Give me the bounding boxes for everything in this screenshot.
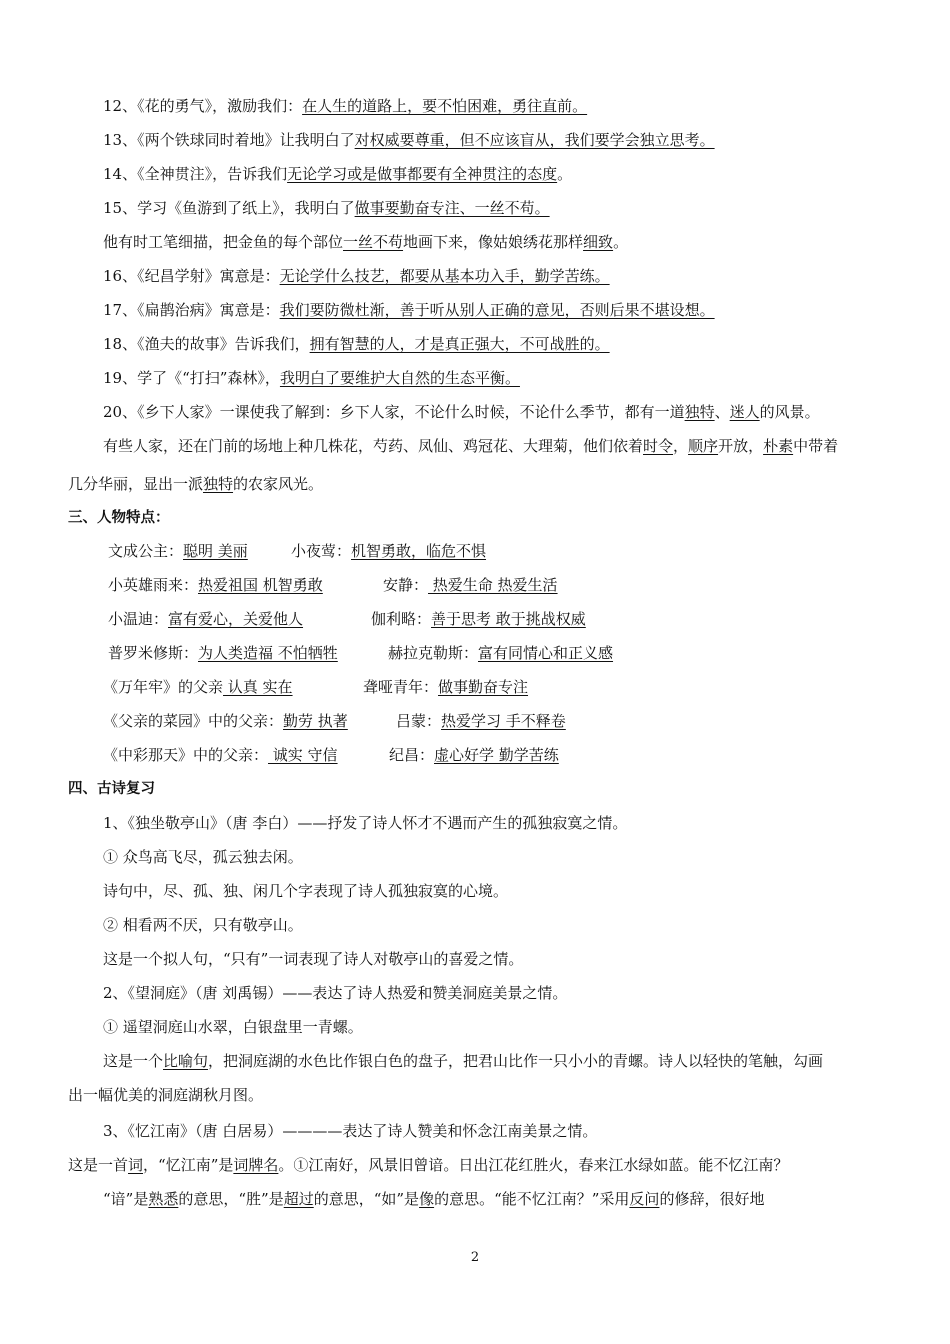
text: 地画下来，像姑娘绣花那样 — [403, 233, 584, 251]
item-17-answer: 我们要防微杜渐，善于听从别人正确的意见，否则后果不堪设想。 — [279, 301, 715, 319]
character-trait: 热爱学习 手不释卷 — [441, 712, 566, 730]
item-17-prefix: 17、《扁鹊治病》寓意是： — [103, 301, 280, 319]
text: 几分华丽，显出一派 — [68, 475, 204, 493]
keyword: 词牌名 — [233, 1156, 279, 1174]
character-name: 安静： — [383, 576, 429, 594]
character-name: 《万年牢》的父亲 — [103, 678, 224, 696]
character-row — [108, 643, 338, 663]
character-trait: 富有同情心和正义感 — [478, 644, 614, 662]
character-trait: 善于思考 敢于挑战权威 — [431, 610, 586, 628]
poem-1-note-2: 这是一个拟人句，“只有”一词表现了诗人对敬亭山的喜爱之情。 — [103, 950, 524, 968]
character-name: 纪昌： — [389, 746, 435, 764]
section-heading-poems: 四、古诗复习 — [68, 781, 155, 797]
character-trait: 勤劳 执著 — [283, 712, 348, 730]
section-heading-characters: 三、人物特点： — [68, 510, 170, 526]
item-14-prefix: 14、《全神贯注》，告诉我们 — [103, 165, 288, 183]
poem-3-title: 3、《忆江南》（唐 白居易）————表达了诗人赞美和怀念江南美景之情。 — [103, 1122, 598, 1140]
character-row — [389, 745, 559, 765]
character-row — [103, 711, 348, 731]
keyword: 独特 — [684, 403, 715, 421]
character-trait: 诚实 守信 — [268, 746, 338, 764]
text: 。①江南好，风景旧曾谙。日出江花红胜火，春来江水绿如蓝。能不忆江南？ — [278, 1156, 789, 1174]
character-row — [103, 677, 293, 697]
character-row — [103, 745, 338, 765]
item-15 — [103, 198, 550, 218]
keyword: 独特 — [203, 475, 234, 493]
page-number: 2 — [470, 1250, 480, 1265]
text: 、 — [714, 403, 730, 421]
item-19-prefix: 19、学了《“打扫”森林》， — [103, 369, 280, 387]
item-20-detail-cont — [68, 474, 323, 494]
keyword: 像 — [419, 1190, 435, 1208]
character-trait: 虚心好学 勤学苦练 — [434, 746, 559, 764]
keyword: 朴素 — [763, 437, 794, 455]
text: ，“忆江南”是 — [143, 1156, 234, 1174]
text: 的农家风光。 — [233, 475, 324, 493]
item-13-prefix: 13、《两个铁球同时着地》让我明白了 — [103, 131, 355, 149]
item-13 — [103, 130, 715, 150]
character-trait: 做事勤奋专注 — [438, 678, 529, 696]
item-14-end: 。 — [557, 165, 573, 183]
item-20-detail — [103, 436, 838, 456]
poem-1-title: 1、《独坐敬亭山》（唐 李白）——抒发了诗人怀才不遇而产生的孤独寂寞之情。 — [103, 814, 628, 832]
text: 。 — [613, 233, 629, 251]
poem-2-title: 2、《望洞庭》（唐 刘禹锡）——表达了诗人热爱和赞美洞庭美景之情。 — [103, 984, 568, 1002]
character-row — [371, 609, 586, 629]
character-trait: 为人类造福 不怕牺牲 — [198, 644, 338, 662]
item-16 — [103, 266, 610, 286]
keyword: 时令 — [643, 437, 674, 455]
item-18 — [103, 334, 610, 354]
poem-3-note — [103, 1189, 764, 1209]
character-row — [396, 711, 566, 731]
item-15-answer: 做事要勤奋专注、一丝不苟。 — [354, 199, 550, 217]
item-15-prefix: 15、学习《鱼游到了纸上》，我明白了 — [103, 199, 355, 217]
item-19 — [103, 368, 520, 388]
item-12-prefix: 12、《花的勇气》，激励我们： — [103, 97, 303, 115]
character-trait: 机智勇敢，临危不惧 — [351, 542, 487, 560]
item-16-prefix: 16、《纪昌学射》寓意是： — [103, 267, 280, 285]
character-trait: 热爱祖国 机智勇敢 — [198, 576, 323, 594]
text: 这是一个 — [103, 1052, 164, 1070]
character-row — [388, 643, 613, 663]
text: 20、《乡下人家》一课使我了解到：乡下人家，不论什么时候，不论什么季节，都有一道 — [103, 403, 685, 421]
character-trait: 认真 实在 — [223, 678, 293, 696]
item-17 — [103, 300, 715, 320]
character-row — [291, 541, 486, 561]
character-name: 《中彩那天》中的父亲： — [103, 746, 269, 764]
item-20 — [103, 402, 820, 422]
text: ，把洞庭湖的水色比作银白色的盘子，把君山比作一只小小的青螺。诗人以轻快的笔触，勾画 — [208, 1052, 824, 1070]
keyword: 迷人 — [729, 403, 760, 421]
poem-1-line-2: ② 相看两不厌，只有敬亭山。 — [103, 916, 303, 934]
character-row — [363, 677, 528, 697]
character-row — [108, 609, 303, 629]
text: 的意思，“如”是 — [313, 1190, 420, 1208]
keyword: 比喻句 — [163, 1052, 209, 1070]
text: 这是一首 — [68, 1156, 129, 1174]
item-14-answer: 无论学习或是做事都要有全神贯注的态度 — [287, 165, 558, 183]
character-trait: 聪明 美丽 — [183, 542, 248, 560]
item-18-prefix: 18、《渔夫的故事》告诉我们， — [103, 335, 310, 353]
character-name: 《父亲的菜园》中的父亲： — [103, 712, 284, 730]
keyword: 细致 — [583, 233, 614, 251]
character-trait: 热爱生命 热爱生活 — [428, 576, 558, 594]
character-trait: 富有爱心，关爱他人 — [168, 610, 304, 628]
character-row — [108, 575, 323, 595]
poem-1-line-1: ① 众鸟高飞尽，孤云独去闲。 — [103, 848, 303, 866]
text: 的意思，“胜”是 — [178, 1190, 284, 1208]
character-name: 吕蒙： — [396, 712, 442, 730]
keyword: 熟悉 — [148, 1190, 179, 1208]
character-name: 普罗米修斯： — [108, 644, 199, 662]
character-row — [383, 575, 558, 595]
text: 的意思。“能不忆江南？”采用 — [434, 1190, 630, 1208]
character-name: 伽利略： — [371, 610, 432, 628]
text: 中带着 — [793, 437, 839, 455]
character-name: 赫拉克勒斯： — [388, 644, 479, 662]
item-19-answer: 我明白了要维护大自然的生态平衡。 — [279, 369, 520, 387]
keyword: 超过 — [283, 1190, 314, 1208]
poem-2-note — [103, 1051, 823, 1071]
poem-2-note-cont: 出一幅优美的洞庭湖秋月图。 — [68, 1086, 264, 1104]
character-name: 小温迪： — [108, 610, 169, 628]
character-name: 小英雄雨来： — [108, 576, 199, 594]
keyword: 一丝不苟 — [343, 233, 404, 251]
keyword: 反问 — [629, 1190, 660, 1208]
keyword: 顺序 — [688, 437, 719, 455]
item-16-answer: 无论学什么技艺，都要从基本功入手，勤学苦练。 — [279, 267, 610, 285]
item-12 — [103, 96, 587, 116]
item-18-answer: 拥有智慧的人，才是真正强大，不可战胜的。 — [309, 335, 610, 353]
text: 开放， — [718, 437, 764, 455]
text: ， — [673, 437, 689, 455]
poem-2-line-1: ① 遥望洞庭山水翠，白银盘里一青螺。 — [103, 1018, 363, 1036]
keyword: 词 — [128, 1156, 144, 1174]
text: 的修辞，很好地 — [659, 1190, 765, 1208]
character-name: 聋哑青年： — [363, 678, 439, 696]
character-name: 文成公主： — [108, 542, 184, 560]
item-14 — [103, 164, 572, 184]
poem-3-intro — [68, 1155, 788, 1175]
text: 他有时工笔细描，把金鱼的每个部位 — [103, 233, 344, 251]
poem-1-note-1: 诗句中，尽、孤、独、闲几个字表现了诗人孤独寂寞的心境。 — [103, 882, 509, 900]
text: 的风景。 — [759, 403, 820, 421]
character-row — [108, 541, 248, 561]
item-13-answer: 对权威要尊重，但不应该盲从，我们要学会独立思考。 — [354, 131, 715, 149]
item-15-detail — [103, 232, 628, 252]
text: “谙”是 — [103, 1190, 149, 1208]
text: 有些人家，还在门前的场地上种几株花，芍药、凤仙、鸡冠花、大理菊，他们依着 — [103, 437, 644, 455]
item-12-answer: 在人生的道路上，要不怕困难，勇往直前。 — [302, 97, 588, 115]
character-name: 小夜莺： — [291, 542, 352, 560]
